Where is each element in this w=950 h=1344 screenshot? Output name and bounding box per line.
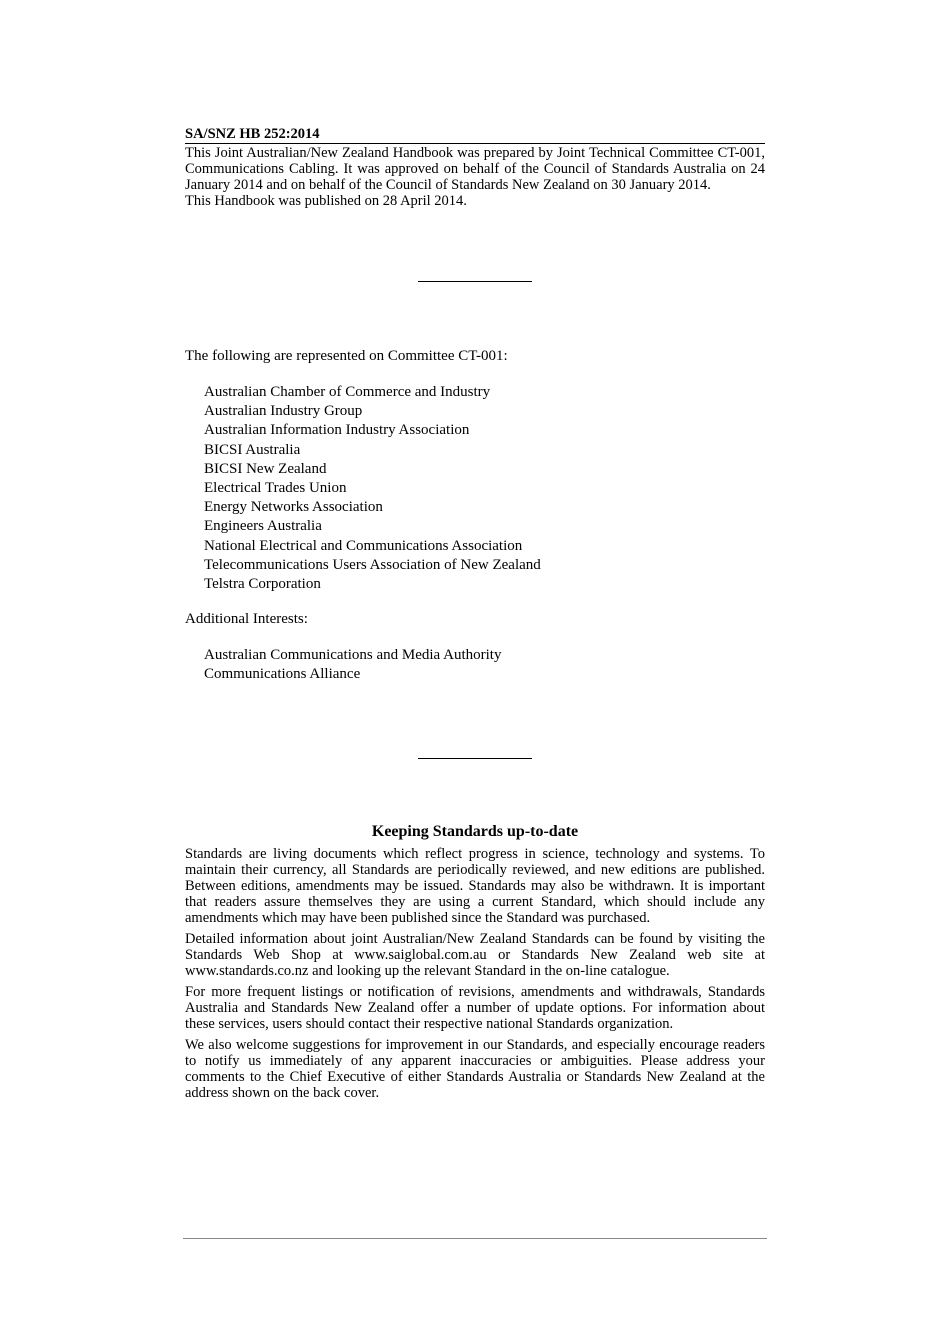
body-paragraph: Detailed information about joint Australian/New Zealand Standards can be found by visiting the Standards Web Shop at www.saiglobal.com.au or Standards New Zealand web site at www.standards.co.nz and looking up the relevant Standard in the on-line catalogue. xyxy=(185,931,765,979)
body-paragraph: For more frequent listings or notification of revisions, amendments and withdrawals, Standards Australia and Standards New Zealand offer a number of update options. For information about these services, users should contact their respective national Standards organization. xyxy=(185,984,765,1032)
list-item: Australian Chamber of Commerce and Industry xyxy=(204,384,491,400)
list-item: Telecommunications Users Association of New Zealand xyxy=(204,556,541,573)
committee-lead: The following are represented on Committee CT-001: xyxy=(185,348,508,364)
list-item: Communications Alliance xyxy=(204,666,361,683)
list-item: Energy Networks Association xyxy=(204,499,383,516)
list-item: Engineers Australia xyxy=(204,518,322,535)
additional-interests-lead: Additional Interests: xyxy=(185,611,308,627)
committee-member-list xyxy=(204,383,764,594)
intro-block xyxy=(185,145,765,209)
list-item: BICSI New Zealand xyxy=(204,460,327,477)
additional-interests-list xyxy=(204,646,764,684)
keeping-standards-body xyxy=(185,846,765,1106)
list-item: Australian Information Industry Association xyxy=(204,422,470,439)
list-item: Telstra Corporation xyxy=(204,575,321,592)
section-divider-bottom xyxy=(418,758,532,759)
document-code: SA/SNZ HB 252:2014 xyxy=(185,126,765,144)
list-item: National Electrical and Communications Association xyxy=(204,537,523,554)
keeping-standards-heading: Keeping Standards up-to-date xyxy=(371,823,579,840)
list-item: Australian Industry Group xyxy=(204,403,363,420)
intro-paragraph: This Joint Australian/New Zealand Handbook was prepared by Joint Technical Committee CT-001, Communications Cabling. It was approved on behalf of the Council of Standards Australia on 24 January 2014 and on behalf of the Council of Standards New Zealand on 30 January 2014. xyxy=(185,145,765,193)
published-line: This Handbook was published on 28 April 2014. xyxy=(185,193,467,209)
list-item: Australian Communications and Media Authority xyxy=(204,647,502,663)
list-item: Electrical Trades Union xyxy=(204,479,347,496)
list-item: BICSI Australia xyxy=(204,441,301,458)
body-paragraph: Standards are living documents which reflect progress in science, technology and systems. To maintain their currency, all Standards are periodically reviewed, and new editions are published. Between editions, amendments may be issued. Standards may also be withdrawn. It is important that readers assure themselves they are using a current Standard, which should include any amendments which may have been published since the Standard was purchased. xyxy=(185,846,765,926)
footer-rule xyxy=(183,1238,767,1239)
section-divider-top xyxy=(418,281,532,282)
body-paragraph: We also welcome suggestions for improvement in our Standards, and especially encourage readers to notify us immediately of any apparent inaccuracies or ambiguities. Please address your comments to the Chief Executive of either Standards Australia or Standards New Zealand at the address shown on the back cover. xyxy=(185,1037,765,1101)
